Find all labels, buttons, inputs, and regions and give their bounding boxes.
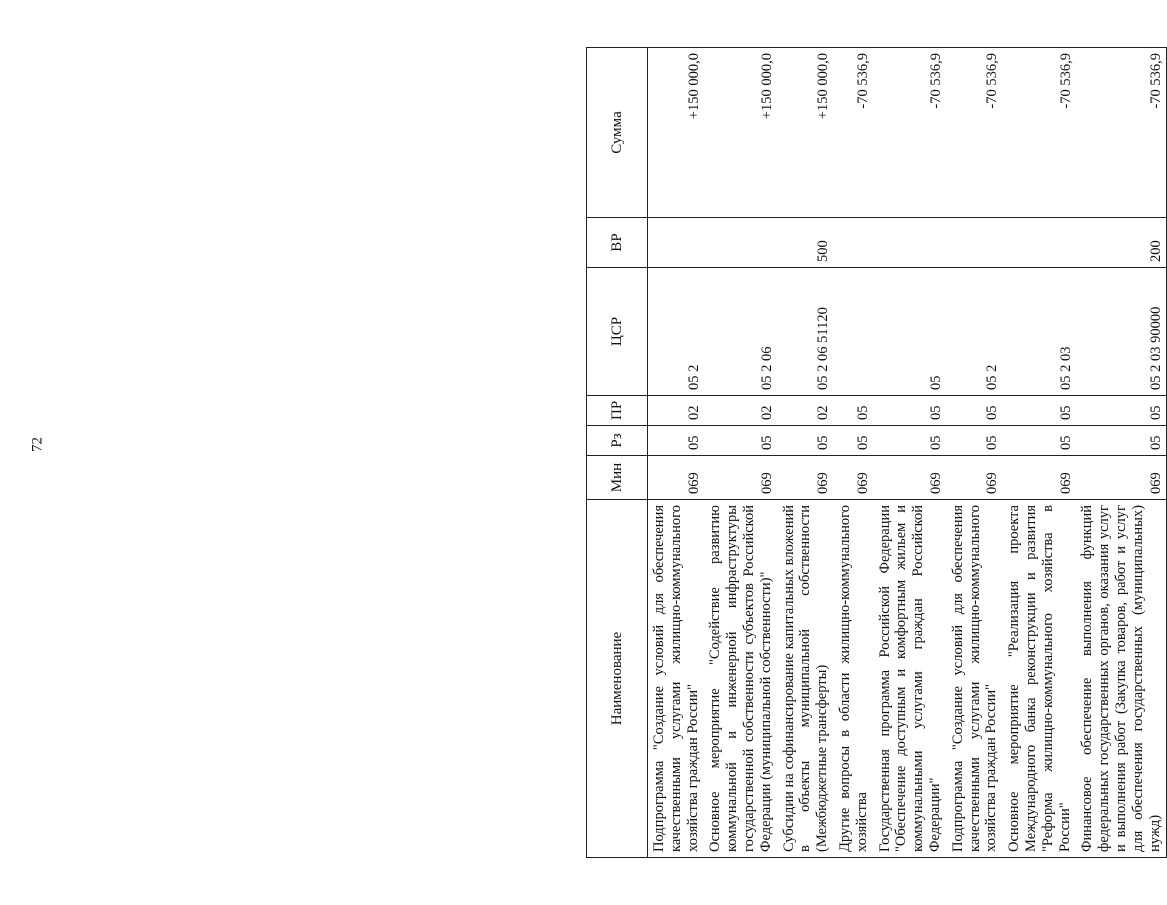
budget-table	[586, 47, 1167, 858]
header-sum: Сумма	[587, 48, 648, 218]
cell-sum: -70 536,9	[1003, 48, 1076, 218]
cell-vr	[834, 218, 874, 268]
cell-pr: 02	[778, 396, 834, 426]
cell-min: 069	[1003, 456, 1076, 500]
cell-rz: 05	[874, 426, 947, 456]
cell-csr: 05	[874, 268, 947, 396]
table-row	[834, 48, 874, 858]
cell-csr: 05 2 06 51120	[778, 268, 834, 396]
cell-csr: 05 2	[947, 268, 1003, 396]
cell-vr: 500	[778, 218, 834, 268]
cell-sum: +150 000,0	[778, 48, 834, 218]
header-vr: ВР	[587, 218, 648, 268]
cell-rz: 05	[834, 426, 874, 456]
table-row	[1076, 48, 1166, 858]
cell-csr: 05 2 06	[704, 268, 777, 396]
cell-sum: -70 536,9	[834, 48, 874, 218]
header-csr: ЦСР	[587, 268, 648, 396]
cell-sum: -70 536,9	[947, 48, 1003, 218]
table-row	[704, 48, 777, 858]
cell-vr	[1003, 218, 1076, 268]
cell-rz: 05	[1003, 426, 1076, 456]
cell-pr: 02	[704, 396, 777, 426]
cell-name: Финансовое обеспечение выполнения функций федеральных государственных органов, оказания услуг и выполнения работ (Закупка товаров, работ и услуг для обеспечения государственных (муниципальных) нужд)	[1076, 500, 1166, 858]
page-number: 72	[29, 437, 46, 452]
table-row	[778, 48, 834, 858]
cell-sum: -70 536,9	[1076, 48, 1166, 218]
cell-name: Подпрограмма "Создание условий для обеспечения качественными услугами жилищно-коммунального хозяйства граждан России"	[648, 500, 705, 858]
cell-rz: 05	[1076, 426, 1166, 456]
table-row	[648, 48, 705, 858]
cell-pr: 05	[874, 396, 947, 426]
cell-pr: 05	[1003, 396, 1076, 426]
cell-vr	[947, 218, 1003, 268]
cell-name: Основное мероприятие "Содействие развитию коммунальной и инженерной инфраструктуры государственной собственности субъектов Российской Федерации (муниципальной собственности)"	[704, 500, 777, 858]
cell-name: Основное мероприятие "Реализация проекта Международного банка реконструкции и развития "Реформа жилищно-коммунального хозяйства в России"	[1003, 500, 1076, 858]
table-row	[874, 48, 947, 858]
cell-pr: 05	[834, 396, 874, 426]
header-pr: ПР	[587, 396, 648, 426]
table-header	[587, 48, 648, 858]
cell-min: 069	[778, 456, 834, 500]
cell-pr: 05	[1076, 396, 1166, 426]
cell-sum: +150 000,0	[704, 48, 777, 218]
cell-min: 069	[1076, 456, 1166, 500]
cell-rz: 05	[648, 426, 705, 456]
table-body	[648, 48, 1167, 858]
cell-vr	[874, 218, 947, 268]
cell-name: Подпрограмма "Создание условий для обеспечения качественными услугами жилищно-коммунального хозяйства граждан России"	[947, 500, 1003, 858]
table-row	[1003, 48, 1076, 858]
cell-sum: +150 000,0	[648, 48, 705, 218]
cell-csr: 05 2 03	[1003, 268, 1076, 396]
cell-rz: 05	[704, 426, 777, 456]
cell-name: Субсидии на софинансирование капитальных вложений в объекты муниципальной собственности (Межбюджетные трансферты)	[778, 500, 834, 858]
cell-min: 069	[947, 456, 1003, 500]
cell-name: Другие вопросы в области жилищно-коммунального хозяйства	[834, 500, 874, 858]
cell-rz: 05	[947, 426, 1003, 456]
cell-csr	[834, 268, 874, 396]
cell-vr	[648, 218, 705, 268]
cell-vr: 200	[1076, 218, 1166, 268]
cell-rz: 05	[778, 426, 834, 456]
header-name: Наименование	[587, 500, 648, 858]
cell-csr: 05 2 03 90000	[1076, 268, 1166, 396]
cell-pr: 05	[947, 396, 1003, 426]
cell-min: 069	[704, 456, 777, 500]
cell-pr: 02	[648, 396, 705, 426]
header-min: Мин	[587, 456, 648, 500]
cell-min: 069	[874, 456, 947, 500]
header-row	[587, 48, 648, 858]
cell-min: 069	[648, 456, 705, 500]
cell-name: Государственная программа Российской Федерации "Обеспечение доступным и комфортным жильем и коммунальными услугами граждан Российской Федерации"	[874, 500, 947, 858]
cell-vr	[704, 218, 777, 268]
cell-csr: 05 2	[648, 268, 705, 396]
header-rz: Рз	[587, 426, 648, 456]
cell-sum: -70 536,9	[874, 48, 947, 218]
budget-table-rotated	[586, 48, 1164, 858]
table-row	[947, 48, 1003, 858]
cell-min: 069	[834, 456, 874, 500]
